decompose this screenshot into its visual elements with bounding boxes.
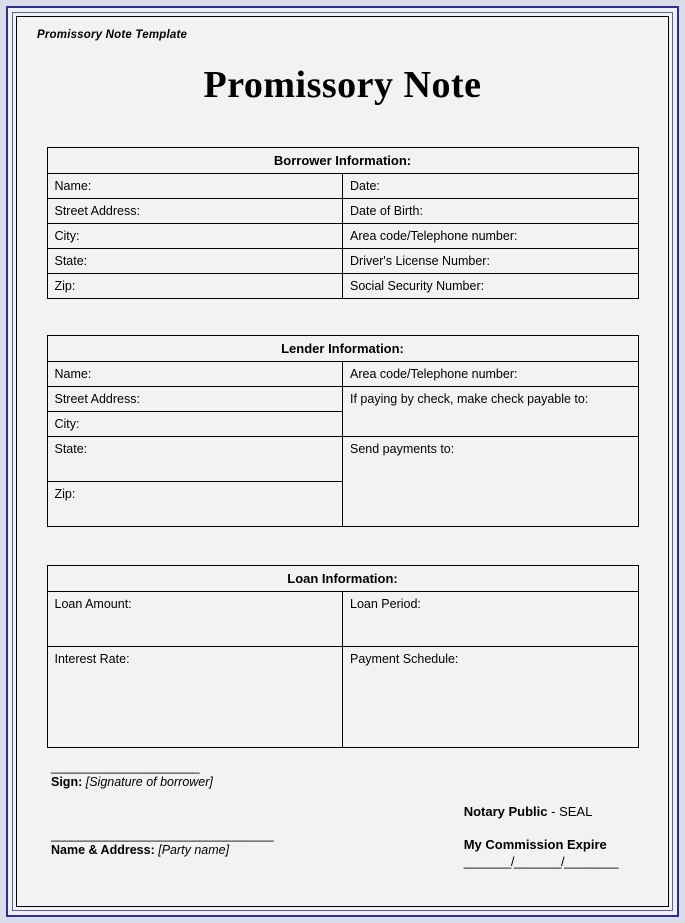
notary-public-row — [464, 804, 618, 819]
sign-hint: [Signature of borrower] — [85, 775, 213, 789]
loan-period-label: Loan Period: — [343, 592, 639, 647]
table-row — [47, 336, 638, 362]
borrower-table — [47, 147, 639, 299]
sign-label-row — [51, 775, 213, 789]
loan-heading: Loan Information: — [47, 566, 638, 592]
borrower-street-label: Street Address: — [47, 199, 343, 224]
lender-name-label: Name: — [47, 362, 343, 387]
signature-rule: ______________________ — [51, 759, 200, 774]
party-hint: [Party name] — [158, 843, 230, 857]
inner-border — [12, 12, 673, 911]
borrower-zip-label: Zip: — [47, 274, 343, 299]
table-row — [47, 199, 638, 224]
party-label-row — [51, 843, 273, 857]
party-block — [51, 828, 273, 857]
table-row — [47, 249, 638, 274]
borrower-name-label: Name: — [47, 174, 343, 199]
commission-date-slots: _______/_______/________ — [463, 854, 618, 869]
borrower-city-label: City: — [47, 224, 343, 249]
lender-section — [31, 335, 654, 527]
table-row — [47, 647, 638, 748]
table-row — [47, 224, 638, 249]
borrower-ssn-label: Social Security Number: — [343, 274, 639, 299]
lender-phone-label: Area code/Telephone number: — [343, 362, 639, 387]
lender-street-label: Street Address: — [47, 387, 343, 412]
loan-interest-label: Interest Rate: — [47, 647, 343, 748]
table-row — [47, 566, 638, 592]
borrower-heading: Borrower Information: — [47, 148, 638, 174]
lender-zip-label: Zip: — [47, 482, 343, 527]
table-row — [47, 362, 638, 387]
lender-table — [47, 335, 639, 527]
lender-state-label: State: — [47, 437, 343, 482]
loan-table — [47, 565, 639, 748]
loan-schedule-label: Payment Schedule: — [343, 647, 639, 748]
document-label: Promissory Note Template — [37, 29, 188, 41]
borrower-section — [31, 147, 654, 299]
borrower-dob-label: Date of Birth: — [343, 199, 639, 224]
table-row — [47, 592, 638, 647]
signature-footer — [31, 738, 654, 898]
notary-label: Notary Public — [463, 804, 548, 819]
notary-block — [464, 804, 618, 869]
loan-amount-label: Loan Amount: — [47, 592, 343, 647]
table-row — [47, 148, 638, 174]
borrower-date-label: Date: — [343, 174, 639, 199]
party-rule: _________________________________ — [51, 827, 274, 842]
lender-heading: Lender Information: — [47, 336, 638, 362]
table-row — [47, 437, 638, 482]
commission-label: My Commission Expire — [463, 837, 607, 852]
party-label: Name & Address: — [51, 843, 155, 857]
table-row — [47, 174, 638, 199]
table-row — [47, 387, 638, 412]
document-body — [16, 16, 669, 907]
borrower-license-label: Driver's License Number: — [343, 249, 639, 274]
lender-send-payments-label: Send payments to: — [343, 437, 639, 527]
page-title: Promissory Note — [203, 64, 482, 106]
borrower-phone-label: Area code/Telephone number: — [343, 224, 639, 249]
notary-seal: - SEAL — [551, 804, 593, 819]
outer-border — [6, 6, 679, 917]
lender-city-label: City: — [47, 412, 343, 437]
lender-check-payable-label: If paying by check, make check payable to: — [343, 387, 639, 437]
borrower-signature-block — [51, 760, 213, 789]
sign-label: Sign: — [51, 775, 83, 789]
loan-section — [31, 565, 654, 748]
borrower-state-label: State: — [47, 249, 343, 274]
table-row — [47, 274, 638, 299]
